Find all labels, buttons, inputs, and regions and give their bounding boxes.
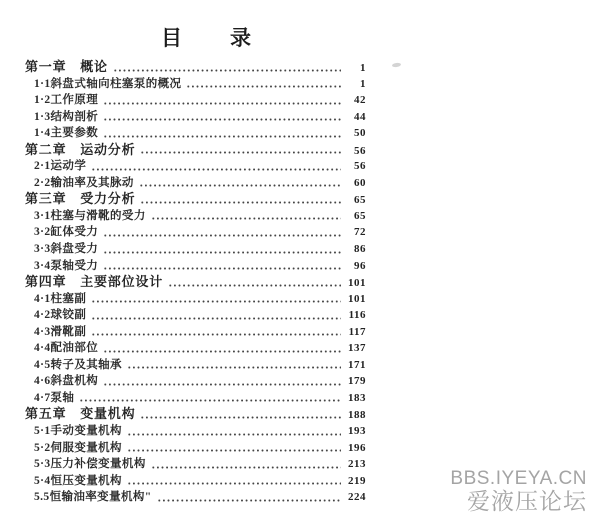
dot-leader xyxy=(91,168,341,171)
toc-entry-page-number: 183 xyxy=(348,391,366,404)
toc-entry-label: 4·5转子及其轴承 xyxy=(34,358,122,371)
toc-row xyxy=(25,390,366,407)
toc-entry-page-number: 56 xyxy=(354,144,366,157)
dot-leader xyxy=(168,284,341,287)
toc-row xyxy=(25,258,366,275)
toc-entry-page-number: 60 xyxy=(354,176,366,189)
toc-entry-page-number: 1 xyxy=(360,77,366,90)
dot-leader xyxy=(103,350,341,353)
toc-row xyxy=(25,158,366,175)
dot-leader xyxy=(103,118,341,121)
toc-entry-page-number: 171 xyxy=(348,358,366,371)
toc-row xyxy=(25,340,366,357)
toc-entry-label: 4·6斜盘机构 xyxy=(34,375,99,388)
toc-entry-label: 第四章 主要部位设计 xyxy=(25,274,164,290)
toc-entry-page-number: 224 xyxy=(348,491,366,504)
scan-smudge xyxy=(392,62,401,67)
toc-entry-label: 3·3斜盘受力 xyxy=(34,243,99,256)
toc-entry-label: 4·4配油部位 xyxy=(34,342,99,355)
toc-entry-page-number: 116 xyxy=(348,309,366,322)
toc-entry-page-number: 42 xyxy=(354,94,366,107)
toc-row xyxy=(25,109,366,126)
toc-row xyxy=(25,473,366,490)
toc-row xyxy=(25,357,366,374)
watermark xyxy=(450,469,587,513)
toc-row xyxy=(25,125,366,142)
dot-leader xyxy=(140,416,341,419)
toc-entry-label: 第五章 变量机构 xyxy=(25,406,136,422)
dot-leader xyxy=(103,251,341,254)
toc-entry-page-number: 213 xyxy=(348,458,366,471)
toc-entry-page-number: 101 xyxy=(348,292,366,305)
dot-leader xyxy=(103,267,341,270)
dot-leader xyxy=(127,433,341,436)
toc-entry-page-number: 1 xyxy=(360,62,366,74)
toc-row xyxy=(25,307,366,324)
toc-row xyxy=(25,191,366,208)
toc-entry-page-number: 65 xyxy=(354,209,366,222)
toc-row xyxy=(25,92,366,109)
toc-entry-label: 第一章 概论 xyxy=(25,59,108,74)
page-title: 目 录 xyxy=(161,26,253,50)
toc-entry-page-number: 50 xyxy=(354,127,366,140)
toc-row xyxy=(25,76,366,93)
toc-entry-label: 3·2缸体受力 xyxy=(34,226,99,239)
toc-entry-page-number: 137 xyxy=(348,342,366,355)
toc-entry-page-number: 44 xyxy=(354,110,366,123)
dot-leader xyxy=(140,151,341,154)
toc-row xyxy=(25,291,366,308)
toc-entry-label: 1·2工作原理 xyxy=(34,94,99,107)
toc-row xyxy=(25,142,366,159)
dot-leader xyxy=(103,383,341,386)
dot-leader xyxy=(127,482,341,485)
toc-entry-label: 5·3压力补偿变量机构 xyxy=(34,458,146,471)
toc-entry-label: 4·7泵轴 xyxy=(34,391,75,404)
toc-entry-label: 5·4恒压变量机构 xyxy=(34,474,122,487)
toc-entry-page-number: 101 xyxy=(348,277,366,290)
toc-entry-page-number: 196 xyxy=(348,441,366,454)
table-of-contents xyxy=(25,59,366,506)
toc-row xyxy=(25,456,366,473)
dot-leader xyxy=(139,184,341,187)
toc-entry-label: 4·3滑靴副 xyxy=(34,325,87,338)
dot-leader xyxy=(127,449,341,452)
toc-entry-page-number: 117 xyxy=(348,325,366,338)
toc-entry-page-number: 56 xyxy=(354,160,366,173)
toc-row xyxy=(25,373,366,390)
dot-leader xyxy=(103,234,341,237)
dot-leader xyxy=(103,135,341,138)
toc-entry-label: 3·4泵轴受力 xyxy=(34,259,99,272)
toc-entry-label: 1·3结构剖析 xyxy=(34,110,99,123)
toc-entry-page-number: 188 xyxy=(348,409,366,422)
watermark-forum-name: 爱液压论坛 xyxy=(467,488,587,514)
toc-row xyxy=(25,208,366,225)
toc-entry-label: 2·2输油率及其脉动 xyxy=(34,176,134,189)
toc-entry-label: 5.5恒输油率变量机构" xyxy=(34,491,152,504)
toc-row xyxy=(25,274,366,291)
dot-leader xyxy=(91,333,341,336)
toc-entry-page-number: 193 xyxy=(348,425,366,438)
toc-entry-label: 2·1运动学 xyxy=(34,160,87,173)
dot-leader xyxy=(151,217,341,220)
toc-entry-page-number: 86 xyxy=(354,243,366,256)
toc-entry-page-number: 219 xyxy=(348,474,366,487)
dot-leader xyxy=(157,499,341,502)
toc-entry-label: 5·2伺服变量机构 xyxy=(34,441,122,454)
dot-leader xyxy=(151,466,341,469)
toc-entry-page-number: 65 xyxy=(354,194,366,207)
dot-leader xyxy=(79,399,341,402)
toc-row xyxy=(25,423,366,440)
watermark-site-url: BBS.IYEYA.CN xyxy=(450,468,587,489)
dot-leader xyxy=(91,317,341,320)
toc-entry-label: 3·1柱塞与滑靴的受力 xyxy=(34,209,146,222)
toc-row xyxy=(25,224,366,241)
toc-row xyxy=(25,406,366,423)
toc-row xyxy=(25,59,366,76)
toc-entry-label: 1·1斜盘式轴向柱塞泵的概况 xyxy=(34,77,182,90)
toc-entry-label: 4·1柱塞副 xyxy=(34,292,87,305)
dot-leader xyxy=(113,69,341,72)
toc-row xyxy=(25,489,366,506)
toc-entry-page-number: 72 xyxy=(354,226,366,239)
toc-entry-label: 5·1手动变量机构 xyxy=(34,425,122,438)
dot-leader xyxy=(186,85,341,88)
toc-entry-page-number: 179 xyxy=(348,375,366,388)
toc-row xyxy=(25,241,366,258)
toc-row xyxy=(25,440,366,457)
dot-leader xyxy=(91,300,341,303)
toc-row xyxy=(25,324,366,341)
toc-entry-label: 第三章 受力分析 xyxy=(25,191,136,207)
toc-entry-label: 4·2球铰副 xyxy=(34,309,87,322)
dot-leader xyxy=(140,201,341,204)
toc-entry-label: 1·4主要参数 xyxy=(34,127,99,140)
toc-entry-page-number: 96 xyxy=(354,259,366,272)
dot-leader xyxy=(103,102,341,105)
toc-row xyxy=(25,175,366,192)
toc-entry-label: 第二章 运动分析 xyxy=(25,141,136,157)
dot-leader xyxy=(127,366,341,369)
